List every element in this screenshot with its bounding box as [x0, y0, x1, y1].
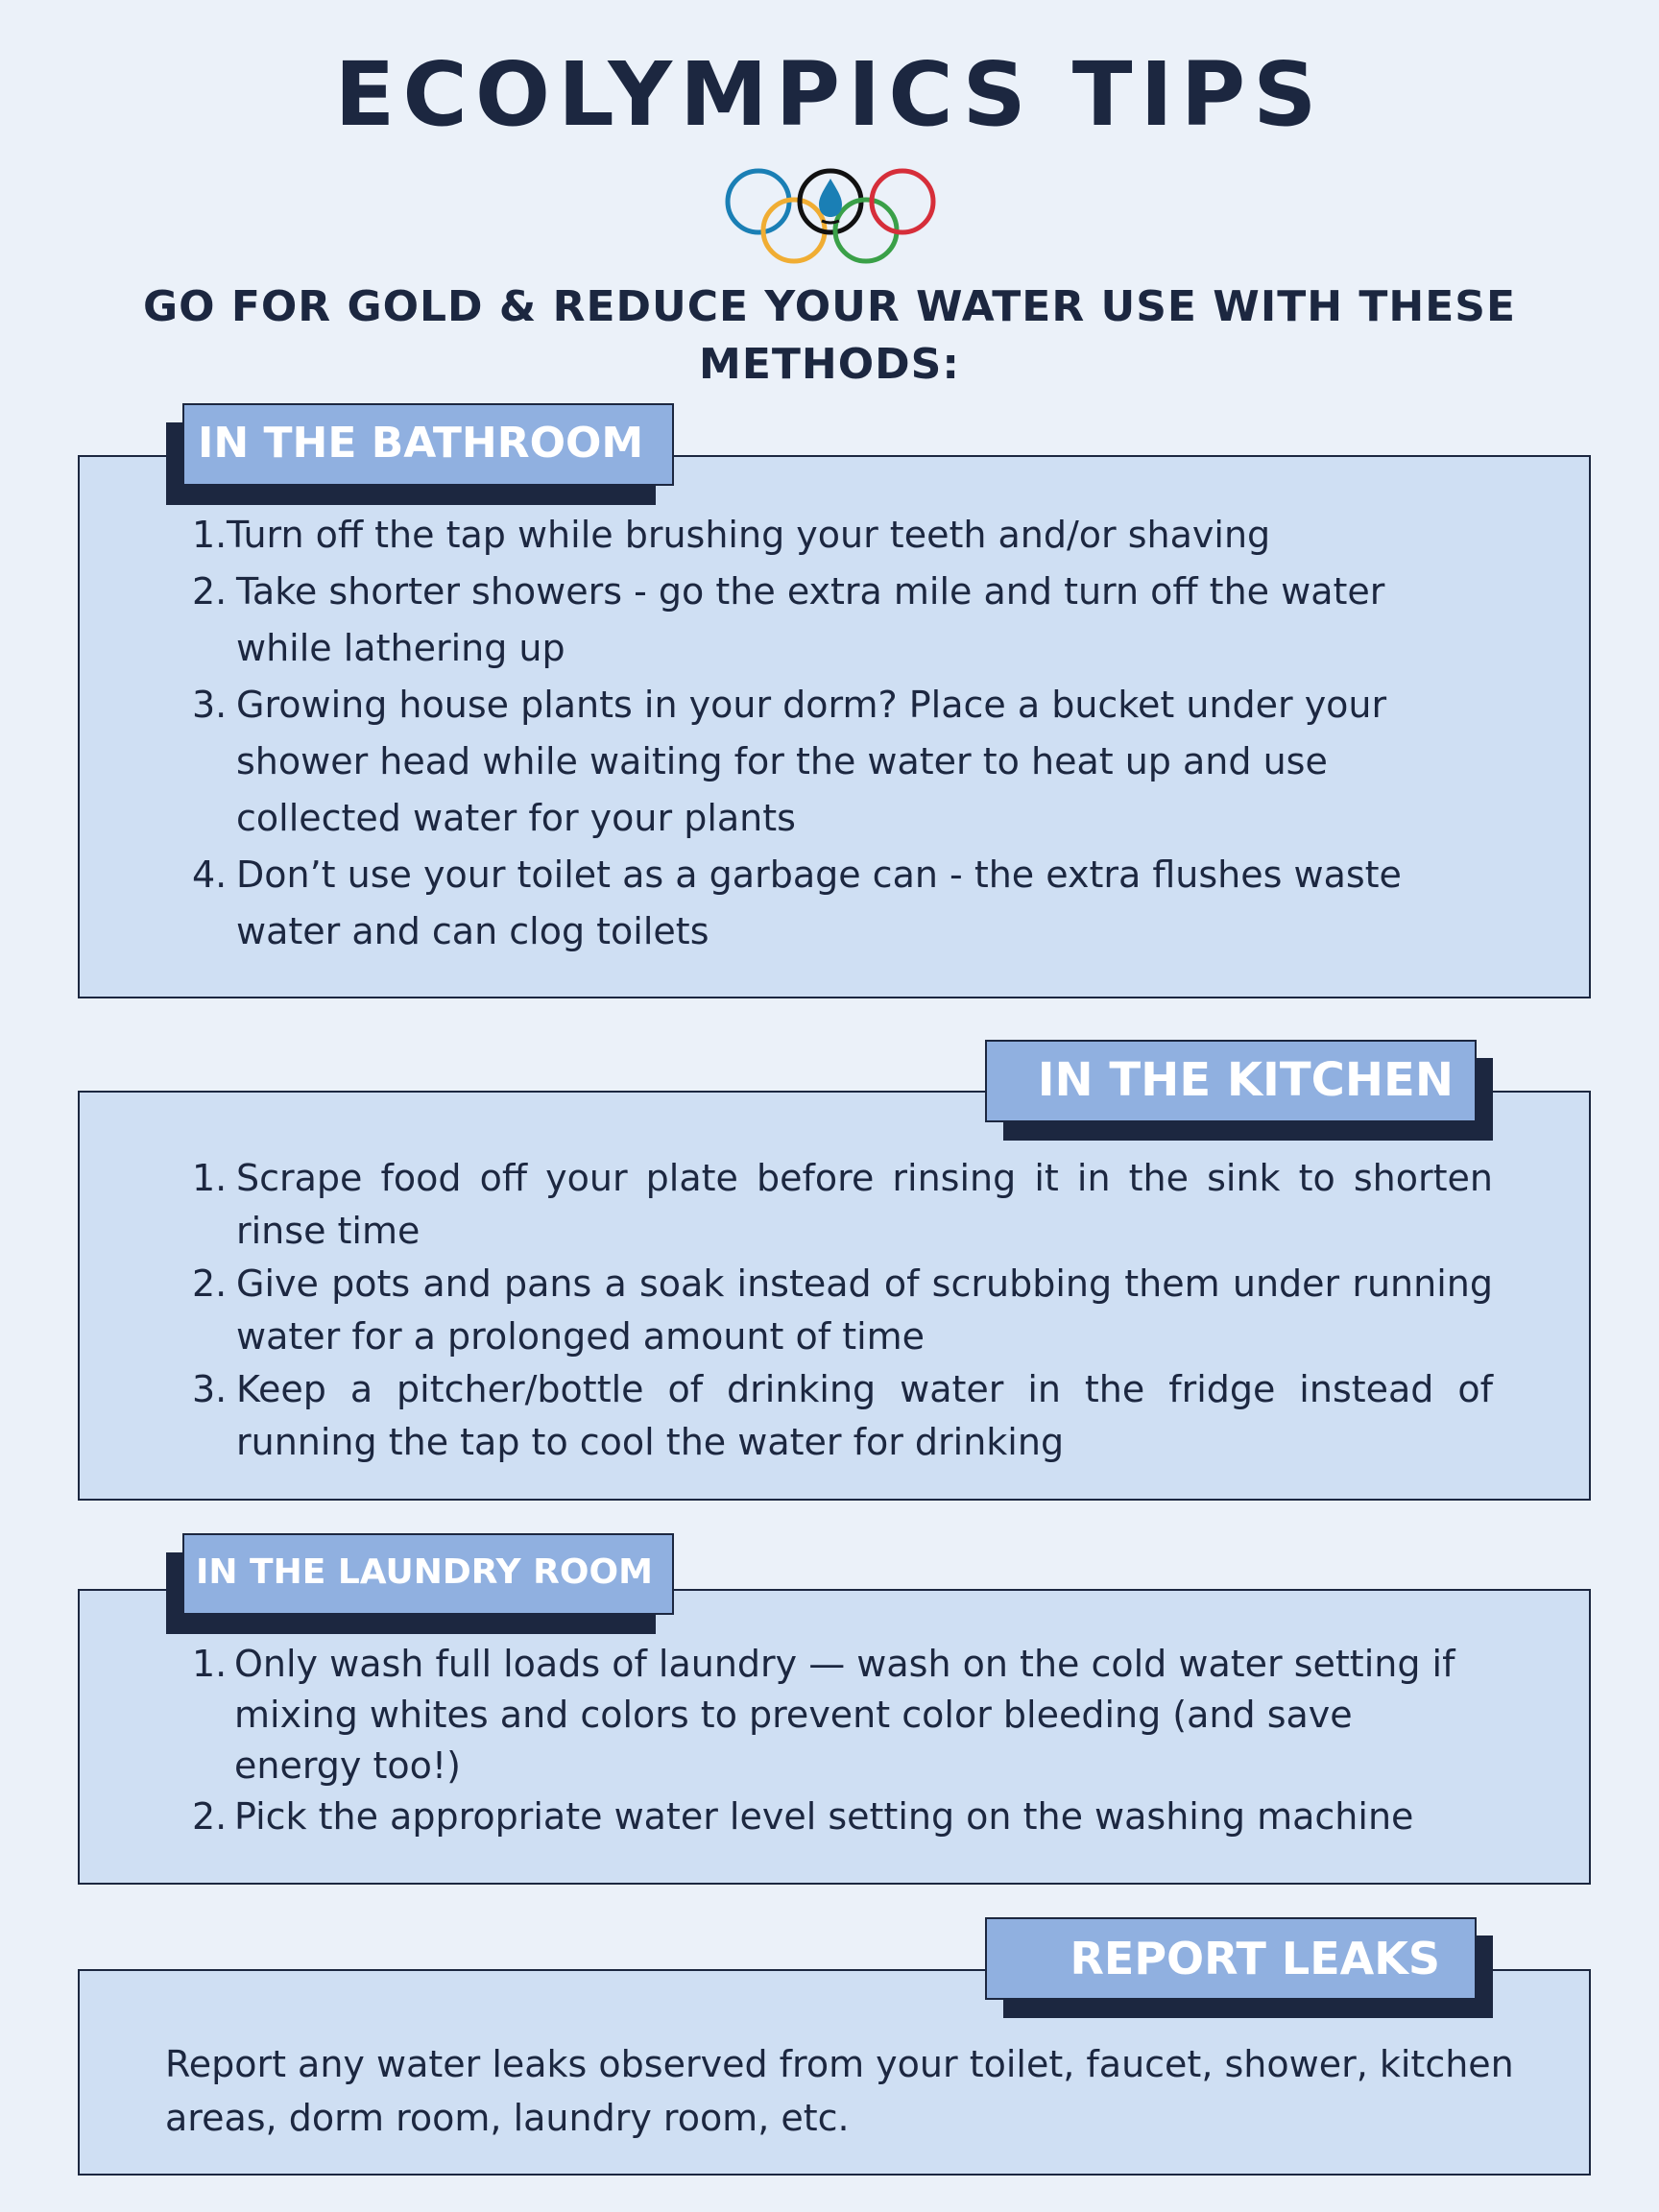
tip-number: 1.	[192, 1643, 228, 1685]
bathroom-heading-tab	[182, 403, 674, 486]
list-item	[192, 1791, 1498, 1842]
tip-text: Turn off the tap while brushing your teeth and/or shaving	[227, 514, 1271, 556]
list-item	[192, 1639, 1498, 1791]
page-title: ECOLYMPICS TIPS	[334, 43, 1325, 146]
kitchen-tip-list	[192, 1152, 1493, 1469]
tip-number: 2.	[192, 570, 228, 613]
olympic-rings-water-drop-icon	[722, 163, 943, 269]
tip-number: 1.	[192, 514, 228, 556]
list-item	[192, 1152, 1493, 1258]
water-drop-icon	[819, 179, 842, 217]
tip-text: Scrape food off your plate before rinsing it in the sink to shorten rinse time	[236, 1157, 1493, 1252]
tip-text: Pick the appropriate water level setting on the washing machine	[234, 1795, 1414, 1838]
page-subtitle: GO FOR GOLD & REDUCE YOUR WATER USE WITH THESE METHODS:	[142, 282, 1517, 389]
kitchen-heading-tab	[985, 1040, 1477, 1122]
list-item	[192, 1363, 1493, 1469]
report-leaks-text: Report any water leaks observed from your toilet, faucet, shower, kitchen areas, dorm room, laundry room, etc.	[165, 2043, 1514, 2139]
list-item	[192, 677, 1479, 847]
tip-number: 2.	[192, 1795, 228, 1838]
list-item	[192, 564, 1479, 677]
bathroom-tip-list	[192, 507, 1479, 960]
tip-text: Don’t use your toilet as a garbage can - the extra flushes waste water and can clog toilets	[236, 854, 1402, 952]
tip-number: 4.	[192, 854, 228, 896]
list-item	[192, 1258, 1493, 1363]
list-item	[192, 507, 1479, 564]
laundry-heading-tab	[182, 1533, 674, 1615]
list-item	[192, 847, 1479, 960]
report-leaks-heading-tab	[985, 1917, 1477, 2000]
tip-number: 2.	[192, 1262, 228, 1305]
tip-text: Give pots and pans a soak instead of scrubbing them under running water for a prolonged amount of time	[236, 1262, 1493, 1358]
tip-number: 1.	[192, 1157, 228, 1199]
tip-text: Only wash full loads of laundry — wash on the cold water setting if mixing whites and colors to prevent color bleeding (and save energy too!)	[234, 1643, 1455, 1787]
tip-text: Growing house plants in your dorm? Place a bucket under your shower head while waiting for the water to heat up and use collected water for your plants	[236, 684, 1387, 839]
laundry-heading: IN THE LAUNDRY ROOM	[196, 1552, 653, 1592]
tip-number: 3.	[192, 684, 228, 726]
kitchen-heading: IN THE KITCHEN	[1037, 1053, 1454, 1107]
tip-text: Keep a pitcher/bottle of drinking water in the fridge instead of running the tap to cool the water for drinking	[236, 1368, 1493, 1463]
tip-text: Take shorter showers - go the extra mile and turn off the water while lathering up	[236, 570, 1385, 669]
report-leaks-heading: REPORT LEAKS	[1070, 1933, 1440, 1984]
bathroom-heading: IN THE BATHROOM	[198, 419, 644, 468]
laundry-tip-list	[192, 1639, 1498, 1842]
tip-number: 3.	[192, 1368, 228, 1410]
